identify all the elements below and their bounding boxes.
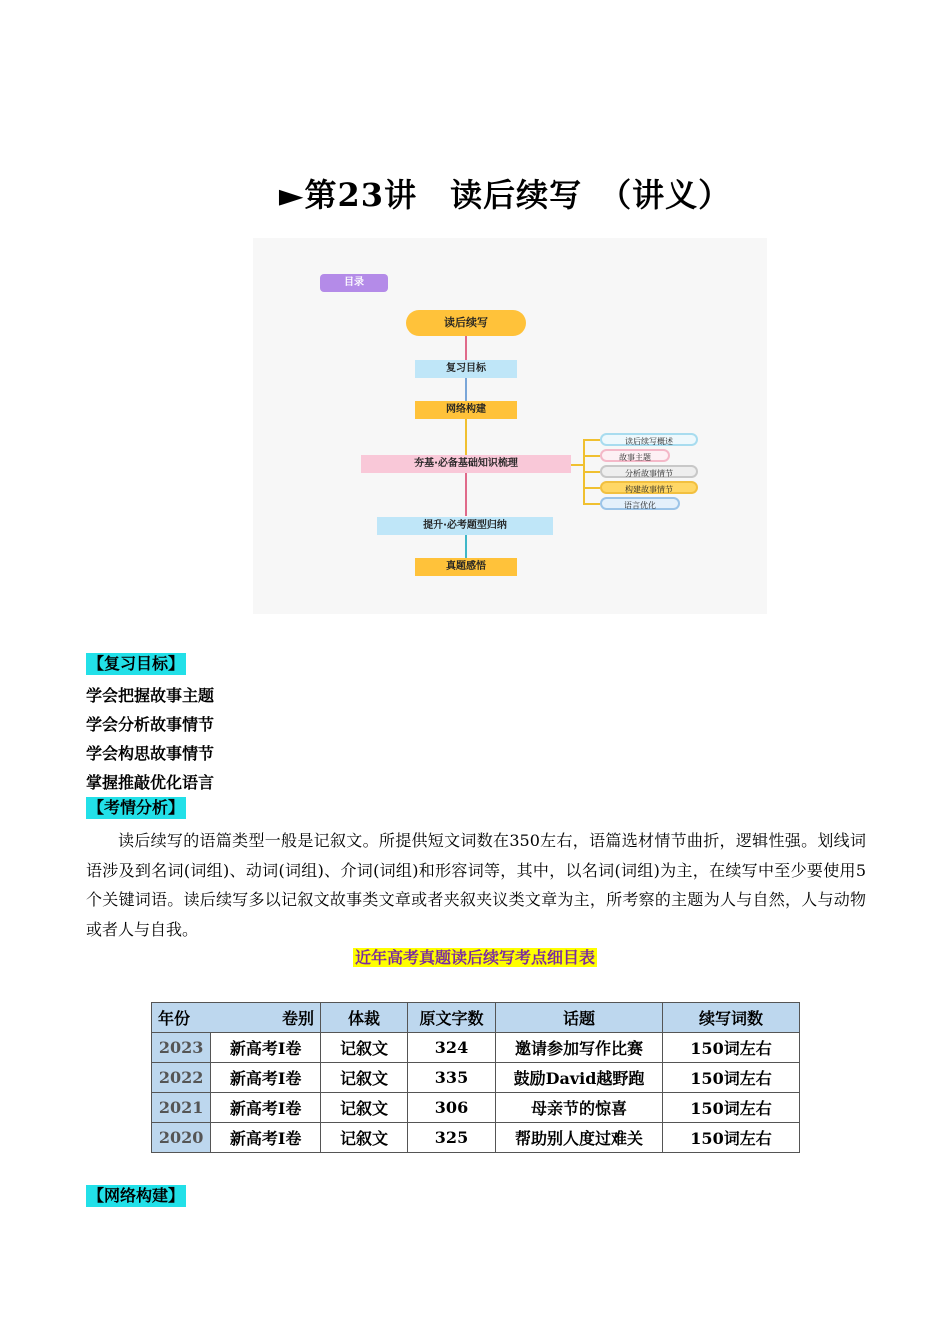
header-target-words: 续写词数: [663, 1003, 800, 1033]
mind-map-catalog-label: 目录: [320, 274, 388, 292]
mind-map-connector: [583, 471, 600, 473]
mind-map-connector: [583, 455, 600, 457]
table-caption-text: 近年高考真题读后续写考点细目表: [354, 948, 595, 967]
section-review-goals: 【复习目标】: [88, 654, 185, 673]
cell-genre: 记叙文: [321, 1033, 408, 1063]
mind-map-connector: [571, 464, 583, 466]
cell-topic: 帮助别人度过难关: [496, 1123, 663, 1153]
cell-genre: 记叙文: [321, 1123, 408, 1153]
cell-paper: 新高考I卷: [211, 1063, 321, 1093]
cell-genre: 记叙文: [321, 1093, 408, 1123]
cell-target-words: 150词左右: [663, 1033, 800, 1063]
table-row: [152, 1033, 800, 1063]
mind-map: [253, 238, 767, 614]
cell-topic: 邀请参加写作比赛: [496, 1033, 663, 1063]
goal-item: 学会构思故事情节: [86, 744, 215, 763]
cell-target-words: 150词左右: [663, 1063, 800, 1093]
goal-item: 学会把握故事主题: [86, 686, 215, 705]
cell-year: 2021: [152, 1093, 211, 1123]
page-title: ►第23讲 读后续写 （讲义）: [278, 176, 732, 214]
mind-map-connector: [465, 472, 467, 516]
mind-map-connector: [583, 487, 600, 489]
cell-target-words: 150词左右: [663, 1123, 800, 1153]
mind-map-root: 读后续写: [406, 310, 526, 336]
cell-paper: 新高考I卷: [211, 1123, 321, 1153]
cell-word-count: 306: [408, 1093, 496, 1123]
cell-year: 2022: [152, 1063, 211, 1093]
header-topic: 话题: [496, 1003, 663, 1033]
mind-map-leaf: 分析故事情节: [600, 465, 698, 478]
mind-map-step: 复习目标: [415, 360, 517, 378]
mind-map-step: 网络构建: [415, 401, 517, 419]
cell-target-words: 150词左右: [663, 1093, 800, 1123]
goal-item: 学会分析故事情节: [86, 715, 215, 734]
mind-map-connector: [583, 439, 600, 441]
mind-map-connector: [465, 336, 467, 362]
cell-word-count: 325: [408, 1123, 496, 1153]
mind-map-leaf: 故事主题: [600, 449, 670, 462]
table-header-year-paper: [152, 1003, 321, 1033]
mind-map-connector: [583, 503, 600, 505]
cell-topic: 鼓励David越野跑: [496, 1063, 663, 1093]
cell-paper: 新高考I卷: [211, 1093, 321, 1123]
header-word-count: 原文字数: [408, 1003, 496, 1033]
mind-map-leaf: 构建故事情节: [600, 481, 698, 494]
goal-item: 掌握推敲优化语言: [86, 773, 215, 792]
table-caption: [0, 945, 950, 968]
cell-word-count: 335: [408, 1063, 496, 1093]
table-row: [152, 1123, 800, 1153]
mind-map-step: 提升·必考题型归纳: [377, 517, 553, 535]
section-network-building: 【网络构建】: [88, 1186, 185, 1205]
table-row: [152, 1063, 800, 1093]
header-paper: 卷别: [281, 1009, 314, 1028]
cell-word-count: 324: [408, 1033, 496, 1063]
cell-year: 2020: [152, 1123, 211, 1153]
mind-map-step: 夯基·必备基础知识梳理: [361, 455, 571, 473]
mind-map-leaf: 读后续写概述: [600, 433, 698, 446]
analysis-paragraph: 读后续写的语篇类型一般是记叙文。所提供短文词数在350左右，语篇选材情节曲折，逻辑性强。划线词语涉及到名词(词组)、动词(词组)、介词(词组)和形容词等，其中，以名词(词组)为主，在续写中至少要使用5个关键词语。读后续写多以记叙文故事类文章或者夹叙夹议类文章为主，所考察的主题为人与自然，人与动物或者人与自我。: [86, 831, 866, 939]
table-row: [152, 1093, 800, 1123]
mind-map-connector: [465, 418, 467, 456]
cell-year: 2023: [152, 1033, 211, 1063]
cell-topic: 母亲节的惊喜: [496, 1093, 663, 1123]
exam-table: [151, 1002, 800, 1153]
mind-map-connector: [465, 376, 467, 402]
mind-map-connector: [465, 534, 467, 560]
cell-paper: 新高考I卷: [211, 1033, 321, 1063]
section-exam-analysis: 【考情分析】: [88, 798, 185, 817]
mind-map-step: 真题感悟: [415, 558, 517, 576]
cell-genre: 记叙文: [321, 1063, 408, 1093]
header-genre: 体裁: [321, 1003, 408, 1033]
mind-map-leaf: 语言优化: [600, 497, 680, 510]
header-year: 年份: [158, 1009, 191, 1028]
table-header-row: [152, 1003, 800, 1033]
